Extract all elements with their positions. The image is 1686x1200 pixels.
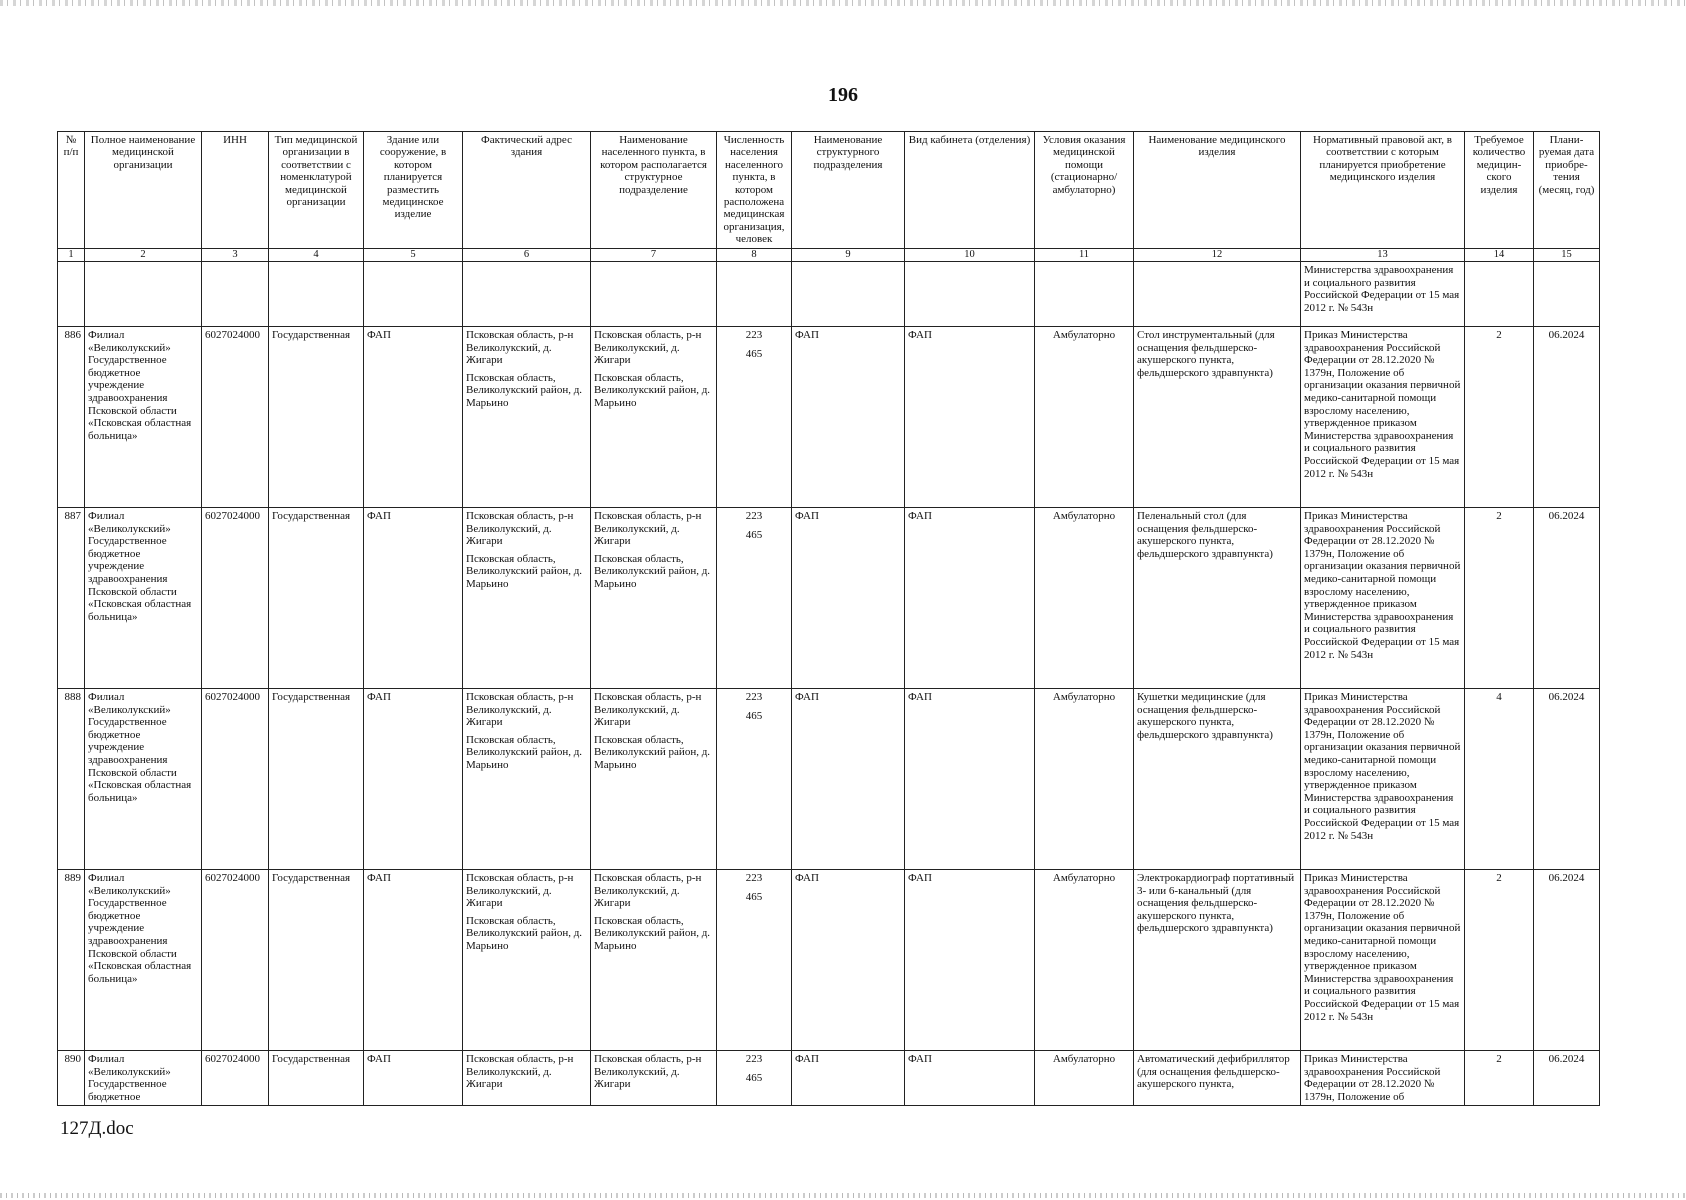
page-number: 196: [828, 84, 858, 106]
purchase-date: 06.2024: [1534, 870, 1600, 1051]
actual-address: [463, 508, 591, 689]
locality-line: Псковская область, р-н Великолукский, д. Жигари: [594, 510, 702, 548]
legal-act: Приказ Министерства здравоохранения Российской Федерации от 28.12.2020 № 1379н, Положение об: [1301, 1051, 1465, 1106]
scan-edge-bottom: [0, 1193, 1686, 1198]
population-line: 223: [745, 691, 763, 703]
column-number: 15: [1534, 249, 1600, 262]
inn-value: 6027024000: [202, 327, 269, 508]
header-row: [58, 132, 1600, 249]
care-conditions: Амбулаторно: [1035, 327, 1134, 508]
row-number: 888: [58, 689, 85, 870]
col-header: № п/п: [58, 132, 85, 249]
locality-line: Псковская область, р-н Великолукский, д. Жигари: [594, 872, 702, 910]
quantity: 2: [1465, 508, 1534, 689]
building: ФАП: [364, 870, 463, 1051]
column-number-row: [58, 249, 1600, 262]
care-conditions: Амбулаторно: [1035, 870, 1134, 1051]
table-cell: [591, 262, 717, 327]
quantity: 2: [1465, 327, 1534, 508]
table-row: [58, 689, 1600, 870]
locality: [591, 870, 717, 1051]
building: ФАП: [364, 327, 463, 508]
table-cell: [1465, 262, 1534, 327]
actual-address: [463, 689, 591, 870]
population-line: 465: [745, 347, 763, 360]
inn-value: 6027024000: [202, 870, 269, 1051]
registry-table: [57, 131, 1600, 1106]
building: ФАП: [364, 508, 463, 689]
structural-unit: ФАП: [792, 870, 905, 1051]
actual-address-line: Псковская область, р-н Великолукский, д. Жигари: [466, 1053, 574, 1091]
table-cell: [364, 262, 463, 327]
population-line: 223: [745, 510, 763, 522]
col-header: Наименование структурного подразделения: [792, 132, 905, 249]
purchase-date: 06.2024: [1534, 689, 1600, 870]
population: [717, 689, 792, 870]
locality: [591, 1051, 717, 1106]
inn-value: 6027024000: [202, 1051, 269, 1106]
population: [717, 508, 792, 689]
actual-address-line: Псковская область, Великолукский район, д. Марьино: [466, 552, 583, 590]
quantity: 4: [1465, 689, 1534, 870]
col-header: Условия оказания медицинской помощи (стационарно/ амбулаторно): [1035, 132, 1134, 249]
inn-value: 6027024000: [202, 689, 269, 870]
quantity: 2: [1465, 870, 1534, 1051]
col-header: Плани-руемая дата приобре-тения (месяц, год): [1534, 132, 1600, 249]
device-name: Кушетки медицинские (для оснащения фельдшерско-акушерского пункта, фельдшерского здравпункта): [1134, 689, 1301, 870]
column-number: 2: [85, 249, 202, 262]
locality-line: Псковская область, Великолукский район, д. Марьино: [594, 733, 711, 771]
row-number: 886: [58, 327, 85, 508]
col-header: Вид кабинета (отделения): [905, 132, 1035, 249]
table-cell: [85, 262, 202, 327]
locality-line: Псковская область, Великолукский район, д. Марьино: [594, 914, 711, 952]
legal-act: Приказ Министерства здравоохранения Российской Федерации от 28.12.2020 № 1379н, Положение об организации оказания первичной медико-санитарной помощи взрослому населению, утвержденное приказом Министерства здравоохранения и социального развития Российской Федерации от 15 мая 2012 г. № 543н: [1301, 689, 1465, 870]
structural-unit: ФАП: [792, 689, 905, 870]
table-cell: [792, 262, 905, 327]
care-conditions: Амбулаторно: [1035, 508, 1134, 689]
table-cell: [58, 262, 85, 327]
col-header: Фактический адрес здания: [463, 132, 591, 249]
continuation-row: [58, 262, 1600, 327]
continuation-act-cell: Министерства здравоохранения и социального развития Российской Федерации от 15 мая 2012 г. № 543н: [1301, 262, 1465, 327]
column-number: 1: [58, 249, 85, 262]
organization-type: Государственная: [269, 327, 364, 508]
locality-line: Псковская область, р-н Великолукский, д. Жигари: [594, 329, 702, 367]
column-number: 14: [1465, 249, 1534, 262]
organization-type: Государственная: [269, 508, 364, 689]
table-row: [58, 1051, 1600, 1106]
col-header: Наименование медицинского изделия: [1134, 132, 1301, 249]
table-cell: [1134, 262, 1301, 327]
locality-line: Псковская область, Великолукский район, д. Марьино: [594, 371, 711, 409]
population-line: 465: [745, 890, 763, 903]
cabinet-type: ФАП: [905, 327, 1035, 508]
population: [717, 327, 792, 508]
row-number: 887: [58, 508, 85, 689]
table-row: [58, 508, 1600, 689]
population-line: 465: [745, 528, 763, 541]
locality: [591, 689, 717, 870]
col-header: Наименование населенного пункта, в котором располагается структурное подразделение: [591, 132, 717, 249]
table-cell: [905, 262, 1035, 327]
locality-line: Псковская область, р-н Великолукский, д. Жигари: [594, 1053, 702, 1091]
cabinet-type: ФАП: [905, 689, 1035, 870]
table-cell: [269, 262, 364, 327]
building: ФАП: [364, 1051, 463, 1106]
actual-address: [463, 1051, 591, 1106]
population-line: 223: [745, 1053, 763, 1065]
table-cell: [1035, 262, 1134, 327]
device-name: Электрокардиограф портативный 3- или 6-канальный (для оснащения фельдшерско-акушерского пункта, фельдшерского здравпункта): [1134, 870, 1301, 1051]
organization-type: Государственная: [269, 1051, 364, 1106]
care-conditions: Амбулаторно: [1035, 689, 1134, 870]
locality: [591, 327, 717, 508]
actual-address-line: Псковская область, Великолукский район, д. Марьино: [466, 371, 583, 409]
device-name: Автоматический дефибриллятор (для оснащения фельдшерско-акушерского пункта,: [1134, 1051, 1301, 1106]
col-header: Здание или сооружение, в котором планируется разместить медицинское изделие: [364, 132, 463, 249]
locality: [591, 508, 717, 689]
column-number: 11: [1035, 249, 1134, 262]
document-filename: 127Д.doc: [60, 1118, 134, 1139]
column-number: 9: [792, 249, 905, 262]
column-number: 7: [591, 249, 717, 262]
legal-act: Приказ Министерства здравоохранения Российской Федерации от 28.12.2020 № 1379н, Положение об организации оказания первичной медико-санитарной помощи взрослому населению, утвержденное приказом Министерства здравоохранения и социального развития Российской Федерации от 15 мая 2012 г. № 543н: [1301, 327, 1465, 508]
organization-name: Филиал «Великолукский» Государственное бюджетное учреждение здравоохранения Псковской области «Псковская областная больница»: [85, 327, 202, 508]
population-line: 465: [745, 1071, 763, 1084]
actual-address-line: Псковская область, Великолукский район, д. Марьино: [466, 733, 583, 771]
col-header: ИНН: [202, 132, 269, 249]
actual-address-line: Псковская область, Великолукский район, д. Марьино: [466, 914, 583, 952]
col-header: Нормативный правовой акт, в соответствии с которым планируется приобретение медицинского изделия: [1301, 132, 1465, 249]
organization-name: Филиал «Великолукский» Государственное бюджетное учреждение здравоохранения Псковской области «Псковская областная больница»: [85, 870, 202, 1051]
row-number: 889: [58, 870, 85, 1051]
organization-type: Государственная: [269, 689, 364, 870]
table-cell: [717, 262, 792, 327]
structural-unit: ФАП: [792, 327, 905, 508]
cabinet-type: ФАП: [905, 1051, 1035, 1106]
legal-act: Приказ Министерства здравоохранения Российской Федерации от 28.12.2020 № 1379н, Положение об организации оказания первичной медико-санитарной помощи взрослому населению, утвержденное приказом Министерства здравоохранения и социального развития Российской Федерации от 15 мая 2012 г. № 543н: [1301, 508, 1465, 689]
purchase-date: 06.2024: [1534, 508, 1600, 689]
col-header: Требуемое количество медицин-ского изделия: [1465, 132, 1534, 249]
actual-address-line: Псковская область, р-н Великолукский, д. Жигари: [466, 691, 574, 729]
actual-address: [463, 870, 591, 1051]
population-line: 465: [745, 709, 763, 722]
column-number: 13: [1301, 249, 1465, 262]
device-name: Стол инструментальный (для оснащения фельдшерско-акушерского пункта, фельдшерского здравпункта): [1134, 327, 1301, 508]
actual-address-line: Псковская область, р-н Великолукский, д. Жигари: [466, 872, 574, 910]
row-number: 890: [58, 1051, 85, 1106]
purchase-date: 06.2024: [1534, 1051, 1600, 1106]
cabinet-type: ФАП: [905, 870, 1035, 1051]
locality-line: Псковская область, Великолукский район, д. Марьино: [594, 552, 711, 590]
actual-address-line: Псковская область, р-н Великолукский, д. Жигари: [466, 329, 574, 367]
organization-name: Филиал «Великолукский» Государственное бюджетное: [85, 1051, 202, 1106]
table-cell: [202, 262, 269, 327]
col-header: Полное наименование медицинской организации: [85, 132, 202, 249]
population-line: 223: [745, 872, 763, 884]
scan-edge-top: [0, 0, 1686, 6]
purchase-date: 06.2024: [1534, 327, 1600, 508]
column-number: 5: [364, 249, 463, 262]
actual-address: [463, 327, 591, 508]
structural-unit: ФАП: [792, 508, 905, 689]
table-cell: [1534, 262, 1600, 327]
column-number: 8: [717, 249, 792, 262]
population: [717, 870, 792, 1051]
care-conditions: Амбулаторно: [1035, 1051, 1134, 1106]
device-name: Пеленальный стол (для оснащения фельдшерско-акушерского пункта, фельдшерского здравпункта): [1134, 508, 1301, 689]
population-line: 223: [745, 329, 763, 341]
quantity: 2: [1465, 1051, 1534, 1106]
building: ФАП: [364, 689, 463, 870]
organization-name: Филиал «Великолукский» Государственное бюджетное учреждение здравоохранения Псковской области «Псковская областная больница»: [85, 508, 202, 689]
population: [717, 1051, 792, 1106]
organization-name: Филиал «Великолукский» Государственное бюджетное учреждение здравоохранения Псковской области «Псковская областная больница»: [85, 689, 202, 870]
column-number: 6: [463, 249, 591, 262]
cabinet-type: ФАП: [905, 508, 1035, 689]
structural-unit: ФАП: [792, 1051, 905, 1106]
column-number: 4: [269, 249, 364, 262]
col-header: Тип медицинской организации в соответствии с номенклатурой медицинской организации: [269, 132, 364, 249]
table-row: [58, 870, 1600, 1051]
legal-act: Приказ Министерства здравоохранения Российской Федерации от 28.12.2020 № 1379н, Положение об организации оказания первичной медико-санитарной помощи взрослому населению, утвержденное приказом Министерства здравоохранения и социального развития Российской Федерации от 15 мая 2012 г. № 543н: [1301, 870, 1465, 1051]
column-number: 10: [905, 249, 1035, 262]
table-row: [58, 327, 1600, 508]
inn-value: 6027024000: [202, 508, 269, 689]
table-cell: [463, 262, 591, 327]
column-number: 12: [1134, 249, 1301, 262]
actual-address-line: Псковская область, р-н Великолукский, д. Жигари: [466, 510, 574, 548]
organization-type: Государственная: [269, 870, 364, 1051]
col-header: Численность населения населенного пункта, в котором расположена медицинская организация, человек: [717, 132, 792, 249]
locality-line: Псковская область, р-н Великолукский, д. Жигари: [594, 691, 702, 729]
column-number: 3: [202, 249, 269, 262]
